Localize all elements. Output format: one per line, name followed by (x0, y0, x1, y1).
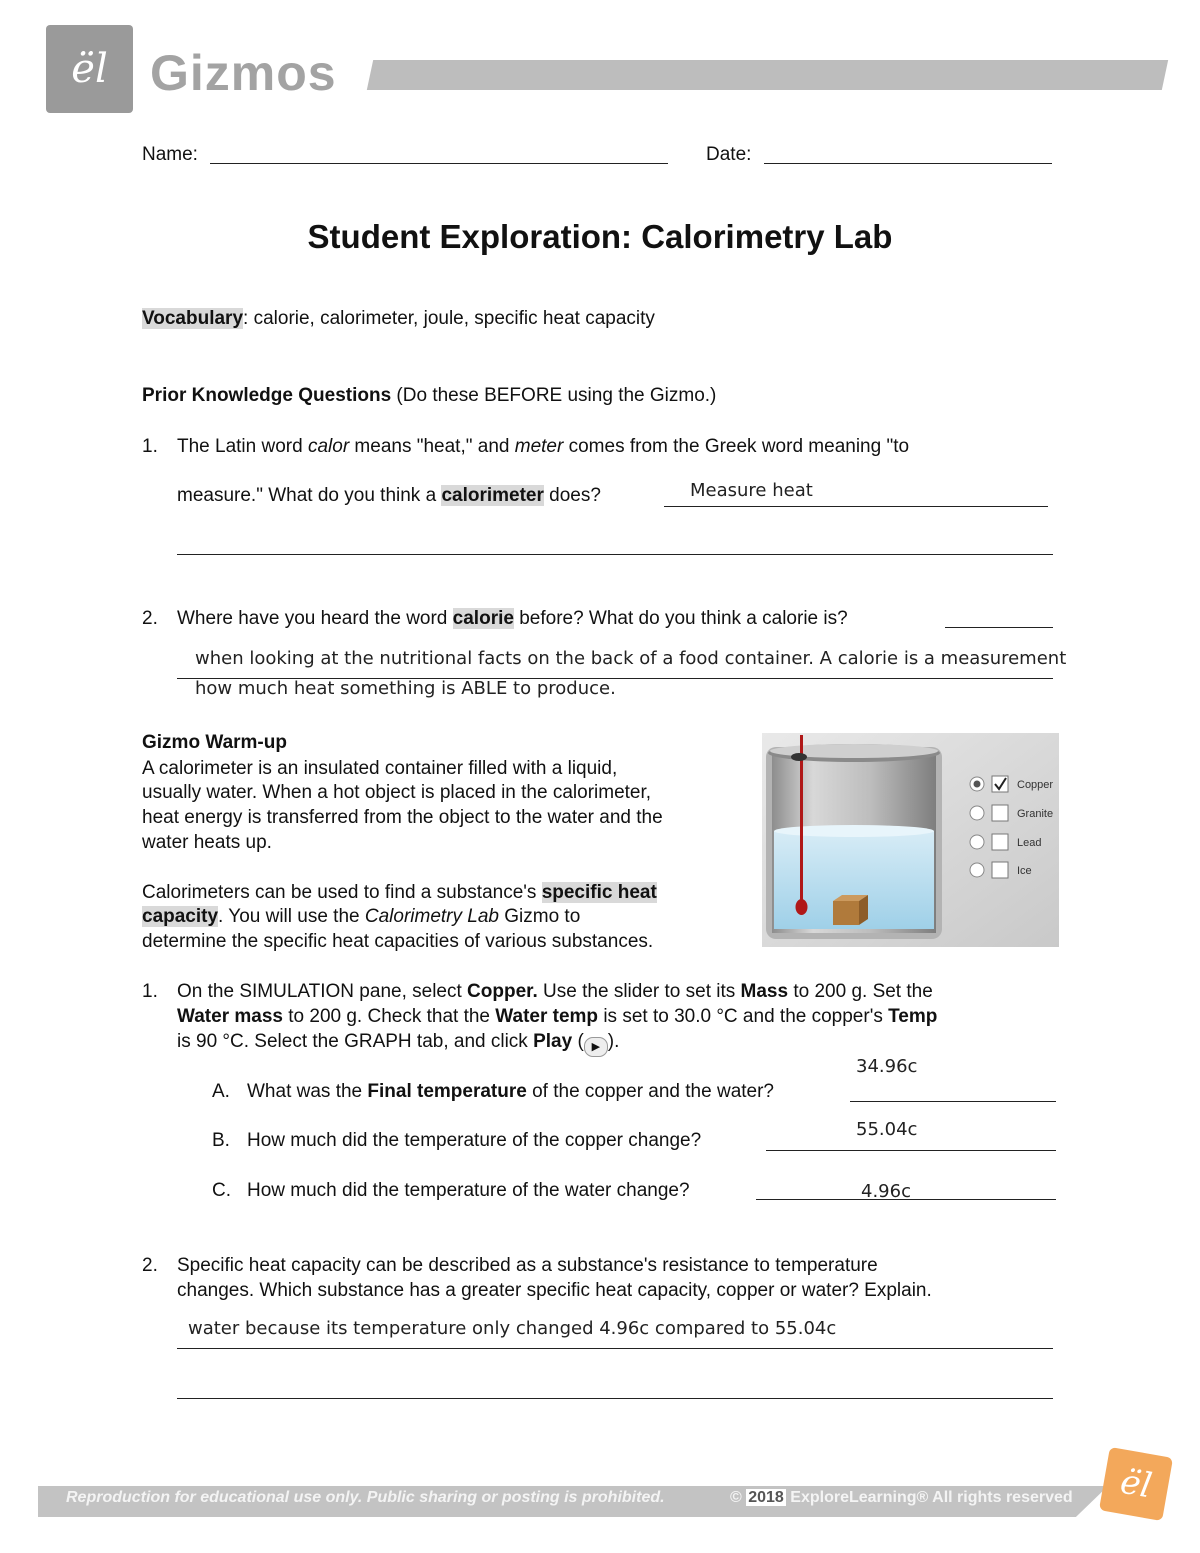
act-q2-answer: water because its temperature only changed 4.96c compared to 55.04c (188, 1318, 837, 1339)
act-q1a-a: What was the (247, 1081, 368, 1102)
footer-notice: Reproduction for educational use only. Public sharing or posting is prohibited. (66, 1489, 665, 1506)
act-q1b-answer: 55.04c (856, 1119, 918, 1140)
act-q1-l2d: is set to 30.0 °C and the copper's (598, 1006, 889, 1027)
act-q1b-label: B. (212, 1130, 230, 1151)
act-q1-l1a: On the SIMULATION pane, select (177, 981, 468, 1002)
warmup-specific-heat: specific heat (541, 882, 657, 903)
act-q1a-c: of the copper and the water? (526, 1081, 774, 1102)
act-q1-line3 (177, 1029, 619, 1057)
act-q1-l3c: ( (572, 1031, 584, 1052)
act-q1a-final-temp: Final temperature (367, 1081, 527, 1102)
q2-answer-1: when looking at the nutritional facts on the back of a food container. A calorie is a measurement (195, 648, 1067, 669)
act-q2-line1: Specific heat capacity can be described as a substance's resistance to temperature (177, 1255, 878, 1276)
act-q1a-text (247, 1079, 774, 1105)
warmup-capacity: capacity (142, 906, 219, 927)
copyright-year: 2018 (748, 1489, 784, 1506)
page-title: Student Exploration: Calorimetry Lab (307, 218, 893, 255)
act-q1-l3a: is 90 °C. Select the GRAPH tab, and click (177, 1031, 534, 1052)
act-q1c-label: C. (212, 1180, 231, 1201)
prior-knowledge-heading (142, 383, 716, 409)
option-ice[interactable]: Ice (1017, 865, 1032, 877)
date-label: Date: (706, 144, 752, 165)
header-bar (367, 60, 1168, 90)
vocabulary-line (142, 306, 655, 332)
act-q1-l3d: ). (607, 1031, 620, 1052)
act-q1c-answer: 4.96c (861, 1181, 911, 1202)
warmup-p2-l3: determine the specific heat capacities of various substances. (142, 931, 654, 952)
act-q1b-answer-line[interactable] (766, 1150, 1056, 1151)
warmup-p2-l2 (142, 904, 580, 930)
act-q1-water-temp: Water temp (495, 1006, 599, 1027)
q2-number: 2. (142, 608, 158, 629)
act-q1a-answer-line[interactable] (850, 1101, 1056, 1102)
act-q1-line1 (177, 979, 933, 1005)
act-q1-play: Play (533, 1031, 573, 1052)
q1-answer-line[interactable] (664, 506, 1048, 507)
act-q1b-text: How much did the temperature of the copper change? (247, 1130, 702, 1151)
q1-answer-line-2[interactable] (177, 554, 1053, 555)
act-q1-mass: Mass (740, 981, 789, 1002)
q1-line2 (177, 483, 601, 509)
act-q2-answer-line-2[interactable] (177, 1398, 1053, 1399)
q1-text-calor: calor (307, 436, 350, 457)
gizmos-logo (46, 25, 133, 113)
act-q1a-label: A. (212, 1081, 230, 1102)
act-q1a-answer: 34.96c (856, 1056, 918, 1077)
logo-mark: ël (71, 46, 108, 92)
name-label: Name: (142, 144, 198, 165)
footer-copyright (730, 1489, 1073, 1507)
brand-name: Gizmos (150, 45, 337, 101)
q2-line1 (177, 606, 848, 632)
play-icon: ▶ (584, 1037, 608, 1057)
vocabulary-label: Vocabulary (142, 308, 244, 329)
name-field[interactable] (210, 163, 668, 164)
option-lead[interactable]: Lead (1017, 837, 1042, 849)
warmup-p1-l4: water heats up. (142, 832, 272, 853)
prior-heading: Prior Knowledge Questions (142, 385, 392, 406)
warmup-p2-d: . You will use the (218, 906, 365, 927)
option-copper[interactable]: Copper (1017, 779, 1054, 791)
q2-answer-2: how much heat something is ABLE to produce. (195, 678, 616, 699)
q1-line1 (177, 434, 909, 460)
date-field[interactable] (764, 163, 1052, 164)
q2-text-calorie: calorie (452, 608, 514, 629)
act-q1-water-mass: Water mass (177, 1006, 283, 1027)
q2-text-a: Where have you heard the word (177, 608, 453, 629)
q1-text-meter: meter (514, 436, 564, 457)
warmup-p2-a: Calorimeters can be used to find a substance's (142, 882, 542, 903)
act-q2-number: 2. (142, 1255, 158, 1276)
warmup-heading: Gizmo Warm-up (142, 732, 287, 753)
warmup-p1-l2: usually water. When a hot object is placed in the calorimeter, (142, 782, 652, 803)
prior-note: (Do these BEFORE using the Gizmo.) (391, 385, 717, 406)
calorimeter-illustration (762, 733, 1059, 947)
q2-answer-line[interactable] (945, 627, 1053, 628)
q1-text-a: The Latin word (177, 436, 308, 457)
act-q1-l1c: Use the slider to set its (537, 981, 741, 1002)
q1-text-e: comes from the Greek word meaning "to (563, 436, 910, 457)
q2-text-c: before? What do you think a calorie is? (513, 608, 848, 629)
q1-text-c: means "heat," and (349, 436, 515, 457)
act-q1-l1e: to 200 g. Set the (788, 981, 933, 1002)
act-q1-temp: Temp (888, 1006, 938, 1027)
vocabulary-terms: : calorie, calorimeter, joule, specific heat capacity (243, 308, 655, 329)
act-q1c-text: How much did the temperature of the water change? (247, 1180, 690, 1201)
calorimeter-image (762, 733, 1059, 947)
q1-number: 1. (142, 436, 158, 457)
warmup-gizmo-name: Calorimetry Lab (364, 906, 499, 927)
q1-text-f: measure." What do you think a (177, 485, 442, 506)
q1-text-h: does? (543, 485, 601, 506)
warmup-p1-l3: heat energy is transferred from the object to the water and the (142, 807, 663, 828)
act-q1-line2 (177, 1004, 937, 1030)
warmup-p2-f: Gizmo to (498, 906, 581, 927)
explorelearning-logo (1099, 1447, 1173, 1521)
option-granite[interactable]: Granite (1017, 808, 1054, 820)
footer-logo-mark: ël (1117, 1461, 1155, 1507)
q1-text-calorimeter: calorimeter (441, 485, 544, 506)
act-q1-copper: Copper. (467, 981, 538, 1002)
act-q2-answer-line[interactable] (177, 1348, 1053, 1349)
copyright-symbol: © (730, 1489, 747, 1506)
act-q1-number: 1. (142, 981, 158, 1002)
copyright-rest: ExploreLearning® All rights reserved (785, 1489, 1073, 1506)
act-q1-l2b: to 200 g. Check that the (282, 1006, 496, 1027)
act-q2-line2: changes. Which substance has a greater specific heat capacity, copper or water? Explain. (177, 1280, 932, 1301)
warmup-p1-l1: A calorimeter is an insulated container filled with a liquid, (142, 758, 618, 779)
warmup-p2-l1 (142, 880, 657, 906)
q1-answer: Measure heat (690, 480, 813, 501)
